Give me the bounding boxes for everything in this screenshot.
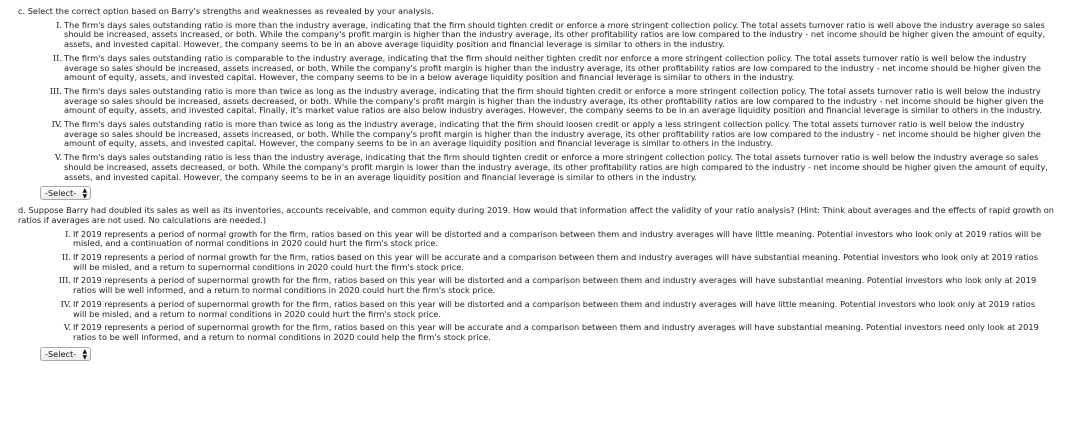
question-d-options: [18, 230, 1058, 343]
option-number: I.: [56, 19, 62, 30]
option-number: IV.: [60, 298, 71, 309]
question-d-prompt: d. Suppose Barry had doubled its sales as well as its inventories, accounts receivable, and common equity during 2019. How would that information affect the validity of your ratio analysis? (Hint: Think about averages and the effects of rapid growth on ratios if averages are not used. No calculations are needed.): [18, 205, 1054, 225]
option-c-3: [49, 85, 1058, 116]
option-c-2: [52, 52, 1058, 83]
option-text: If 2019 represents a period of supernormal growth for the firm, ratios based on this year will be accurate and a comparison between them and industry averages will have substantial meaning. Potential investors need only look at 2019 ratios to be well informed, and a return to normal conditions in 2020 could help the firm's stock price.: [73, 322, 1039, 342]
question-c-select-wrap: [40, 186, 1058, 200]
question-c: [18, 7, 1058, 200]
select-label: -Select-: [45, 188, 77, 199]
option-c-1: [56, 19, 1058, 50]
option-number: III.: [58, 275, 71, 286]
option-text: The firm's days sales outstanding ratio is comparable to the industry average, indicating that the firm should neither tighten credit nor enforce a more stringent collection policy. The total assets turnover ratio is well below the industry average so sales should be increased, assets increased, or both. While the company's profit margin is higher than the industry average, its other profitability ratios are low compared to the industry - net income should be higher given the amount of equity, assets, and invested capital. However, the company seems to be in a below average liquidity position and financial leverage is similar to others in the industry.: [64, 52, 1041, 83]
option-number: IV.: [51, 119, 62, 130]
question-c-prompt: c. Select the correct option based on Barry's strengths and weaknesses as revealed by your analysis.: [18, 6, 434, 16]
question-d: [18, 206, 1058, 360]
option-d-4: [60, 298, 1058, 319]
option-number: V.: [54, 152, 62, 163]
option-d-1: [65, 228, 1058, 249]
option-text: The firm's days sales outstanding ratio is more than twice as long as the industry average, indicating that the firm should tighten credit or enforce a more stringent collection policy. The total assets turnover ratio is well below the industry average so sales should be increased, assets decreased, or both. While the company's profit margin is higher than the industry average, its other profitability ratios are low compared to the industry - net income should be higher given the amount of equity, assets, and invested capital. Finally, it's market value ratios are also below industry averages. However, the company seems to be in an average liquidity position and financial leverage is similar to others in the industry.: [64, 85, 1044, 116]
option-text: If 2019 represents a period of normal growth for the firm, ratios based on this year will be distorted and a comparison between them and industry averages will have little meaning. Potential investors who look only at 2019 ratios will be misled, and a continuation of normal conditions in 2020 could hurt the firm's stock price.: [73, 228, 1042, 249]
question-d-select[interactable]: [40, 347, 91, 361]
option-number: III.: [49, 85, 62, 96]
question-c-options: [18, 21, 1058, 183]
option-d-2: [61, 252, 1058, 272]
question-d-select-wrap: [40, 347, 1058, 361]
option-number: V.: [63, 322, 71, 333]
option-text: If 2019 represents a period of normal growth for the firm, ratios based on this year will be accurate and a comparison between them and industry averages will have substantial meaning. Potential investors who look only at 2019 ratios will be misled, and a return to supernormal conditions in 2020 could hurt the firm's stock price.: [73, 252, 1039, 272]
select-label: -Select-: [45, 348, 77, 359]
option-c-4: [51, 119, 1058, 149]
option-text: The firm's days sales outstanding ratio is more than twice as long as the industry average, indicating that the firm should loosen credit or apply a less stringent collection policy. The total assets turnover ratio is well below the industry average so sales should be increased, assets increased, or both. While the company's profit margin is higher than the industry average, its other profitability ratios are low compared to the industry - net income should be higher given the amount of equity, assets, and invested capital. However, the company seems to be in an average liquidity position and financial leverage is similar to others in the industry.: [64, 119, 1041, 149]
option-text: The firm's days sales outstanding ratio is more than the industry average, indicating that the firm should tighten credit or enforce a more stringent collection policy. The total assets turnover ratio is well above the industry average so sales should be increased, assets increased, or both. While the company's profit margin is higher than the industry average, its other profitability ratios are low compared to the industry - net income should be higher given the amount of equity, assets, and invested capital. However, the company seems to be in an above average liquidity position and financial leverage is similar to others in the industry.: [64, 19, 1046, 50]
option-d-5: [63, 322, 1058, 342]
up-down-chevron-icon: ▲ ▼: [82, 347, 88, 361]
option-text: The firm's days sales outstanding ratio is less than the industry average, indicating that the firm should tighten credit or enforce a more stringent collection policy. The total assets turnover ratio is well below the industry average so sales should be increased, assets decreased, or both. While the company's profit margin is lower than the industry average, its other profitability ratios are high compared to the industry - net income should be higher given the amount of equity, assets, and invested capital. However, the company seems to be in an average liquidity position and financial leverage is similar to others in the industry.: [64, 152, 1048, 182]
option-d-3: [58, 275, 1058, 296]
option-number: II.: [61, 252, 71, 263]
option-text: If 2019 represents a period of supernormal growth for the firm, ratios based on this year will be distorted and a comparison between them and industry averages will have little meaning. Potential investors who look only at 2019 ratios will be misled, and a return to normal conditions in 2020 could hurt the firm's stock price.: [73, 298, 1036, 319]
option-c-5: [54, 152, 1058, 182]
option-text: If 2019 represents a period of supernormal growth for the firm, ratios based on this year will be distorted and a comparison between them and industry averages will have substantial meaning. Potential investors who look only at 2019 ratios will be well informed, and a return to normal conditions in 2020 could hurt the firm's stock price.: [73, 275, 1037, 296]
question-c-select[interactable]: [40, 186, 91, 200]
option-number: II.: [52, 52, 62, 63]
option-number: I.: [65, 228, 71, 239]
up-down-chevron-icon: ▲ ▼: [82, 187, 88, 201]
